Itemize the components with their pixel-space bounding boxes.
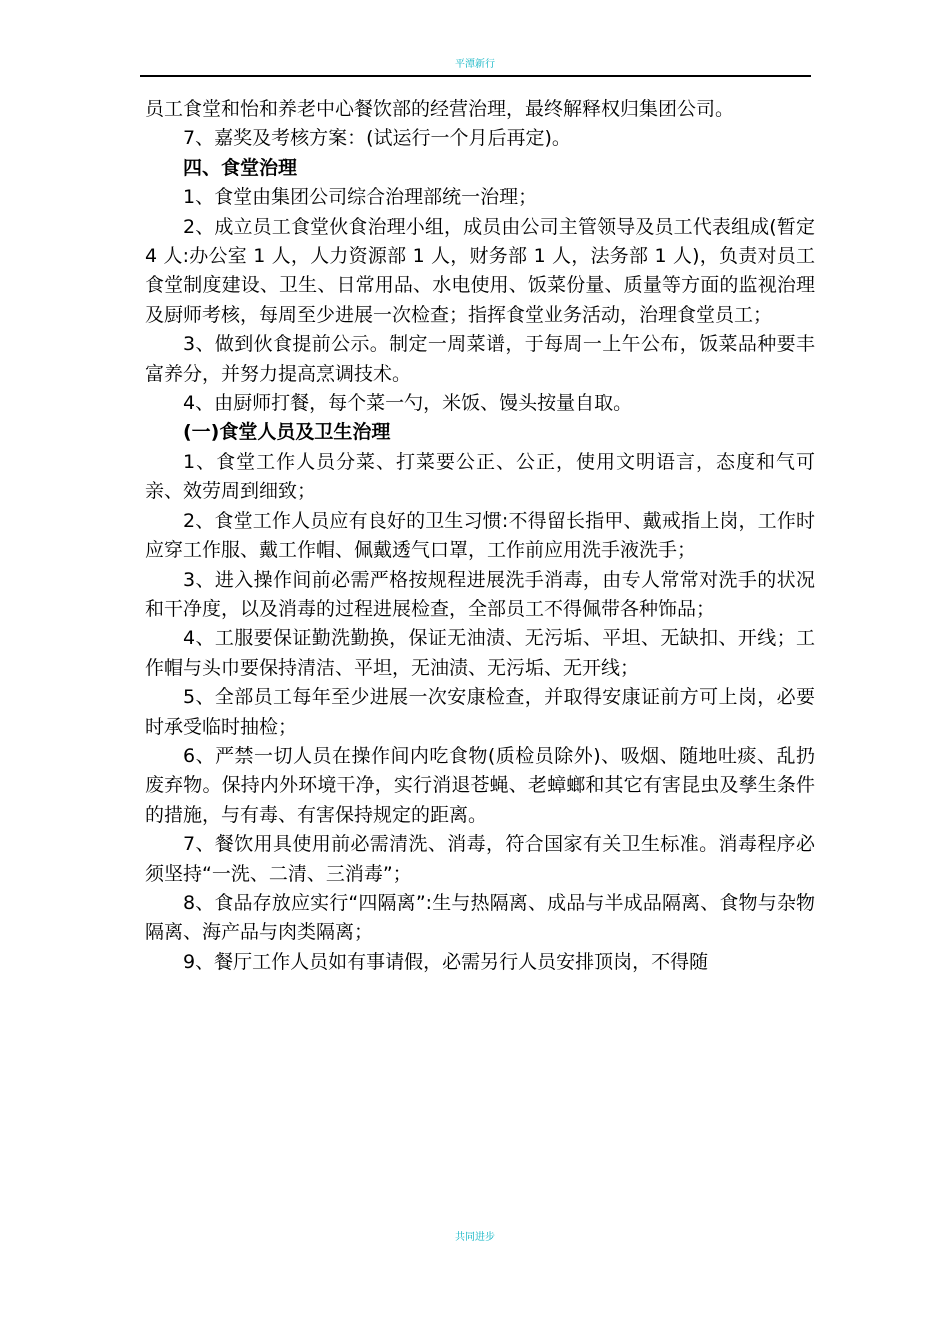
paragraph-1: 7、嘉奖及考核方案：(试运行一个月后再定)。 (183, 127, 571, 150)
paragraph-13: 6、严禁一切人员在操作间内吃食物(质检员除外)、吸烟、随地吐痰、乱扔废弃物。保持内外环境干净，实行消退苍蝇、老蟑螂和其它有害昆虫及孳生条件的措施，与有毒、有害保持规定的距离。 (145, 744, 815, 826)
paragraph-6: 4、由厨师打餐，每个菜一勺，米饭、馒头按量自取。 (183, 392, 633, 415)
paragraph-14: 7、餐饮用具使用前必需清洗、消毒，符合国家有关卫生标准。消毒程序必 须坚持“一洗、二清、三消毒”； (145, 833, 815, 885)
document-body (145, 95, 815, 977)
paragraph-15: 8、食品存放应实行“四隔离”:生与热隔离、成品与半成品隔离、食物与杂物隔离、海产品与肉类隔离； (145, 891, 815, 944)
header-divider (140, 75, 811, 77)
section-heading-canteen-management: 四、食堂治理 (183, 156, 298, 179)
paragraph-0: 员工食堂和怡和养老中心餐饮部的经营治理，最终解释权归集团公司。 (145, 98, 735, 120)
footer-watermark: 共同进步 (455, 1232, 495, 1243)
paragraph-10: 3、进入操作间前必需严格按规程进展洗手消毒，由专人常常对洗手的状况和干净度，以及消毒的过程进展检查，全部员工不得佩带各种饰品； (145, 568, 815, 620)
paragraph-12: 5、全部员工每年至少进展一次安康检查，并取得安康证前方可上岗，必要时承受临时抽检； (145, 686, 815, 738)
paragraph-8: 1、食堂工作人员分菜、打菜要公正、公正，使用文明语言，态度和气可亲、效劳周到细致； (145, 450, 815, 503)
header-watermark: 平潭新行 (455, 59, 495, 70)
paragraph-3: 1、食堂由集团公司综合治理部统一治理； (183, 186, 538, 209)
paragraph-9: 2、食堂工作人员应有良好的卫生习惯:不得留长指甲、戴戒指上岗，工作时应穿工作服、戴工作帽、佩戴透气口罩，工作前应用洗手液洗手； (145, 509, 815, 562)
paragraph-4: 2、成立员工食堂伙食治理小组，成员由公司主管领导及员工代表组成(暂定 4 人:办公室 1 人，人力资源部 1 人，财务部 1 人，法务部 1 人)，负责对员工食堂制度建设、卫生、日常用品、水电使用、饭菜份量、质量等方面的监视治理及厨师考核，每周至少进展一次检查；指挥食堂业务活动，治理食堂员工； (145, 215, 815, 326)
paragraph-11: 4、工服要保证勤洗勤换，保证无油渍、无污垢、平坦、无缺扣、开线；工作帽与头巾要保持清洁、平坦，无油渍、无污垢、无开线； (145, 627, 815, 679)
paragraph-5: 3、做到伙食提前公示。制定一周菜谱，于每周一上午公布，饭菜品种要丰富养分，并努力提高烹调技术。 (145, 333, 815, 385)
subsection-heading-staff-hygiene: (一)食堂人员及卫生治理 (183, 421, 391, 444)
paragraph-16: 9、餐厅工作人员如有事请假，必需另行人员安排顶岗，不得随 (183, 950, 709, 973)
